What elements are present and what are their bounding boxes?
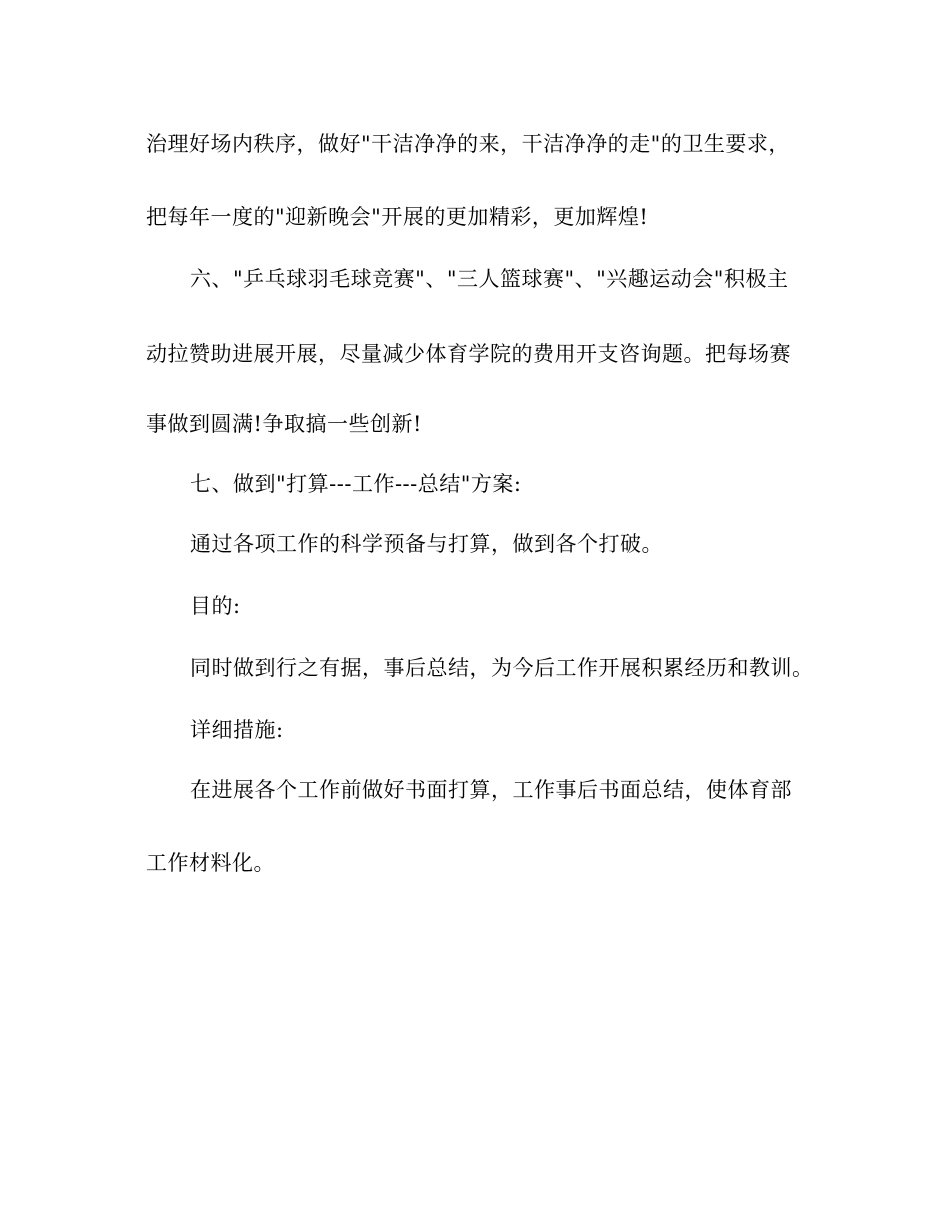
section-heading-seven: 七、做到"打算---工作---总结"方案: bbox=[190, 472, 522, 496]
paragraph-line-7: 通过各项工作的科学预备与打算，做到各个打破。 bbox=[190, 532, 663, 556]
paragraph-line-5: 事做到圆满!争取搞一些创新! bbox=[146, 412, 422, 436]
subheading-purpose: 目的: bbox=[190, 594, 241, 618]
paragraph-line-12: 工作材料化。 bbox=[146, 851, 275, 875]
paragraph-line-4: 动拉赞助进展开展，尽量减少体育学院的费用开支咨询题。把每场赛 bbox=[146, 342, 791, 366]
paragraph-line-1: 治理好场内秩序，做好"干洁净净的来，干洁净净的走"的卫生要求， bbox=[146, 132, 790, 156]
subheading-measures: 详细措施: bbox=[190, 718, 284, 742]
paragraph-line-2: 把每年一度的"迎新晚会"开展的更加精彩，更加辉煌! bbox=[146, 205, 649, 229]
paragraph-line-9: 同时做到行之有据，事后总结，为今后工作开展积累经历和教训。 bbox=[190, 656, 814, 680]
paragraph-line-11: 在进展各个工作前做好书面打算，工作事后书面总结，使体育部 bbox=[190, 778, 792, 802]
paragraph-line-3: 六、"乒乓球羽毛球竞赛"、"三人篮球赛"、"兴趣运动会"积极主 bbox=[190, 267, 789, 291]
